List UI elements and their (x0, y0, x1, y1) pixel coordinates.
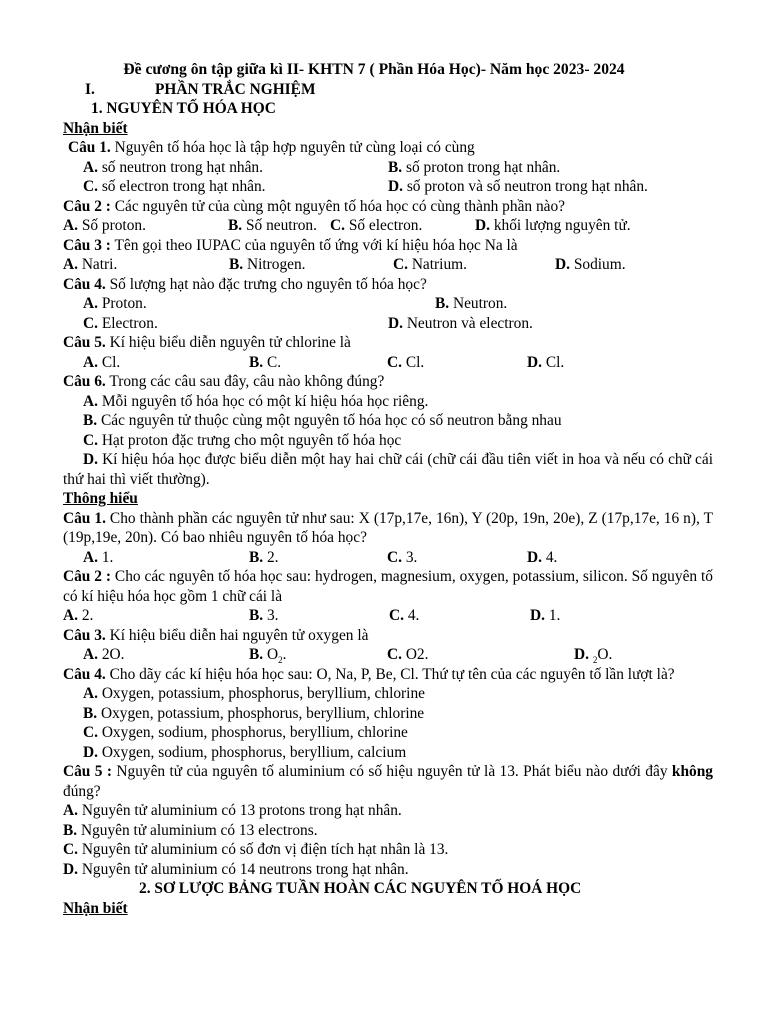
level-heading-nhan-biet-2: Nhận biết (63, 899, 128, 917)
option-b: B. $O_2$. (249, 646, 287, 666)
option-d: D. 1. (530, 607, 561, 624)
question-text: Cho dãy các kí hiệu hóa học sau: O, Na, P, Be, Cl. Thứ tự tên của các nguyên tố lần lượt là? (105, 665, 675, 683)
option-a: A. Mỗi nguyên tố hóa học có một kí hiệu hóa học riêng. (83, 392, 429, 410)
option-c: C. 4. (389, 607, 420, 624)
option-d: D. Neutron và electron. (388, 314, 533, 332)
option-a: A. 1. (83, 548, 114, 566)
option-a: A. Proton. (83, 295, 147, 312)
document-page (63, 60, 713, 918)
question-th-4 (63, 665, 713, 763)
option-c: C. Số electron. (330, 217, 423, 234)
option-c: C. O2. (387, 646, 429, 663)
question-label: Câu 5 : (63, 763, 112, 780)
question-emphasis: không (671, 763, 713, 780)
option-a: A. Natri. (63, 256, 118, 273)
option-a: A. Nguyên tử aluminium có 13 protons trong hạt nhân. (63, 802, 402, 819)
level-heading-thong-hieu: Thông hiểu (63, 490, 138, 507)
option-d: D. Kí hiệu hóa học được biểu diễn một hay hai chữ cái (chữ cái đầu tiên viết in hoa và nếu có chữ cái thứ hai thì viết thường). (63, 451, 713, 488)
question-nb-3 (63, 236, 713, 275)
question-label: Câu 4. (63, 275, 106, 293)
question-text: Số lượng hạt nào đặc trưng cho nguyên tố hóa học? (105, 275, 427, 293)
option-b: B. Nitrogen. (229, 256, 306, 273)
question-th-2 (63, 567, 713, 626)
question-nb-2 (63, 197, 713, 236)
part-number: I. (85, 80, 95, 98)
option-c: C. Hạt proton đặc trưng cho một nguyên tố hóa học (83, 431, 402, 449)
option-a: A. số neutron trong hạt nhân. (83, 158, 263, 176)
question-label: Câu 3. (63, 626, 106, 644)
question-label: Câu 6. (63, 373, 106, 390)
option-b: B. số proton trong hạt nhân. (388, 158, 561, 176)
option-a: A. Cl. (83, 353, 121, 371)
question-label: Câu 3 : (63, 236, 111, 254)
question-nb-4 (63, 275, 713, 334)
question-label: Câu 2 : (63, 197, 111, 215)
option-c: C. Oxygen, sodium, phosphorus, beryllium, chlorine (83, 724, 408, 741)
option-d: D. Nguyên tử aluminium có 14 neutrons trong hạt nhân. (63, 860, 409, 878)
question-label: Câu 4. (63, 665, 106, 683)
option-d: D. số proton và số neutron trong hạt nhân. (388, 178, 648, 195)
question-text: Các nguyên tử của cùng một nguyên tố hóa học có cùng thành phần nào? (110, 197, 566, 215)
question-text: Nguyên tố hóa học là tập hợp nguyên tử cùng loại có cùng (110, 139, 475, 156)
question-th-1 (63, 509, 713, 568)
option-b: B. 2. (249, 548, 279, 566)
question-label: Câu 1. (68, 139, 111, 156)
option-a: A. 2. (63, 607, 94, 624)
question-text: Cho các nguyên tố hóa học sau: hydrogen, magnesium, oxygen, potassium, silicon. Số nguyên tố có kí hiệu hóa học gồm 1 chữ cái là (63, 568, 713, 605)
option-b: B. Oxygen, potassium, phosphorus, beryllium, chlorine (83, 704, 425, 722)
question-text: Nguyên tử của nguyên tố aluminium có số hiệu nguyên tử là 13. Phát biểu nào dưới đây (111, 763, 672, 780)
option-c: C. 3. (387, 548, 418, 566)
option-d: D. khối lượng nguyên tử. (475, 217, 631, 234)
option-b: B. 3. (249, 607, 279, 624)
question-label: Câu 1. (63, 509, 106, 527)
question-text: Tên gọi theo IUPAC của nguyên tố ứng với kí hiệu hóa học Na là (110, 236, 518, 254)
option-b: B. Các nguyên tử thuộc cùng một nguyên tố hóa học có số neutron bằng nhau (83, 412, 562, 429)
option-b: B. Nguyên tử aluminium có 13 electrons. (63, 821, 318, 839)
question-text: Kí hiệu biểu diễn hai nguyên tử oxygen là (105, 626, 369, 644)
level-heading-nhan-biet: Nhận biết (63, 119, 128, 137)
option-a: A. 2O. (83, 646, 125, 663)
option-d: D. $_2$O. (574, 646, 613, 666)
section-heading-1: 1. NGUYÊN TỐ HÓA HỌC (91, 100, 276, 117)
option-b: B. Số neutron. (228, 217, 317, 234)
question-nb-1 (63, 138, 713, 197)
option-c: C. Cl. (387, 353, 425, 371)
option-b: B. Neutron. (435, 295, 508, 312)
option-d: D. Oxygen, sodium, phosphorus, beryllium, calcium (83, 743, 407, 761)
document-title: Đề cương ôn tập giữa kì II- KHTN 7 ( Phần Hóa Học)- Năm học 2023- 2024 (123, 61, 625, 78)
question-label: Câu 5. (63, 334, 106, 351)
option-d: D. Sodium. (555, 256, 626, 273)
option-d: D. 4. (527, 548, 558, 566)
option-c: C. số electron trong hạt nhân. (83, 178, 266, 195)
option-a: A. Số proton. (63, 217, 146, 234)
option-c: C. Electron. (83, 314, 158, 332)
question-nb-5 (63, 333, 713, 372)
question-th-5: Câu 5 : Nguyên tử của nguyên tố aluminium có số hiệu nguyên tử là 13. Phát biểu nào dưới đây không đúng? A. Nguyên tử aluminium có 13 protons trong hạt nhân. B. Nguyên tử aluminium có 13 electrons. C. Nguyên tử aluminium có số đơn vị điện tích hạt nhân là 13. D. Nguyên tử aluminium có 14 neutrons trong hạt nhân. (63, 763, 713, 878)
question-text: Cho thành phần các nguyên tử như sau: X (17p,17e, 16n), Y (20p, 19n, 20e), Z (17p,17e, 16 n), T (19p,19e, 20n). Có bao nhiêu nguyên tố hóa học? (63, 509, 713, 546)
section-heading-2: 2. SƠ LƯỢC BẢNG TUẦN HOÀN CÁC NGUYÊN TỐ HOÁ HỌC (139, 880, 582, 897)
option-a: A. Oxygen, potassium, phosphorus, beryllium, chlorine (83, 685, 425, 702)
question-nb-6 (63, 372, 713, 489)
question-th-3 (63, 626, 713, 665)
option-c: C. Natrium. (393, 256, 467, 273)
question-label: Câu 2 : (63, 568, 112, 585)
part-heading (63, 80, 713, 100)
question-text: Trong các câu sau đây, câu nào không đúng? (105, 373, 385, 390)
option-c: C. Nguyên tử aluminium có số đơn vị điện tích hạt nhân là 13. (63, 841, 449, 858)
option-d: D. Cl. (527, 353, 565, 371)
option-b: B. C. (249, 353, 282, 371)
question-text: Kí hiệu biểu diễn nguyên tử chlorine là (105, 334, 351, 351)
part-label: PHẦN TRẮC NGHIỆM (155, 80, 316, 98)
